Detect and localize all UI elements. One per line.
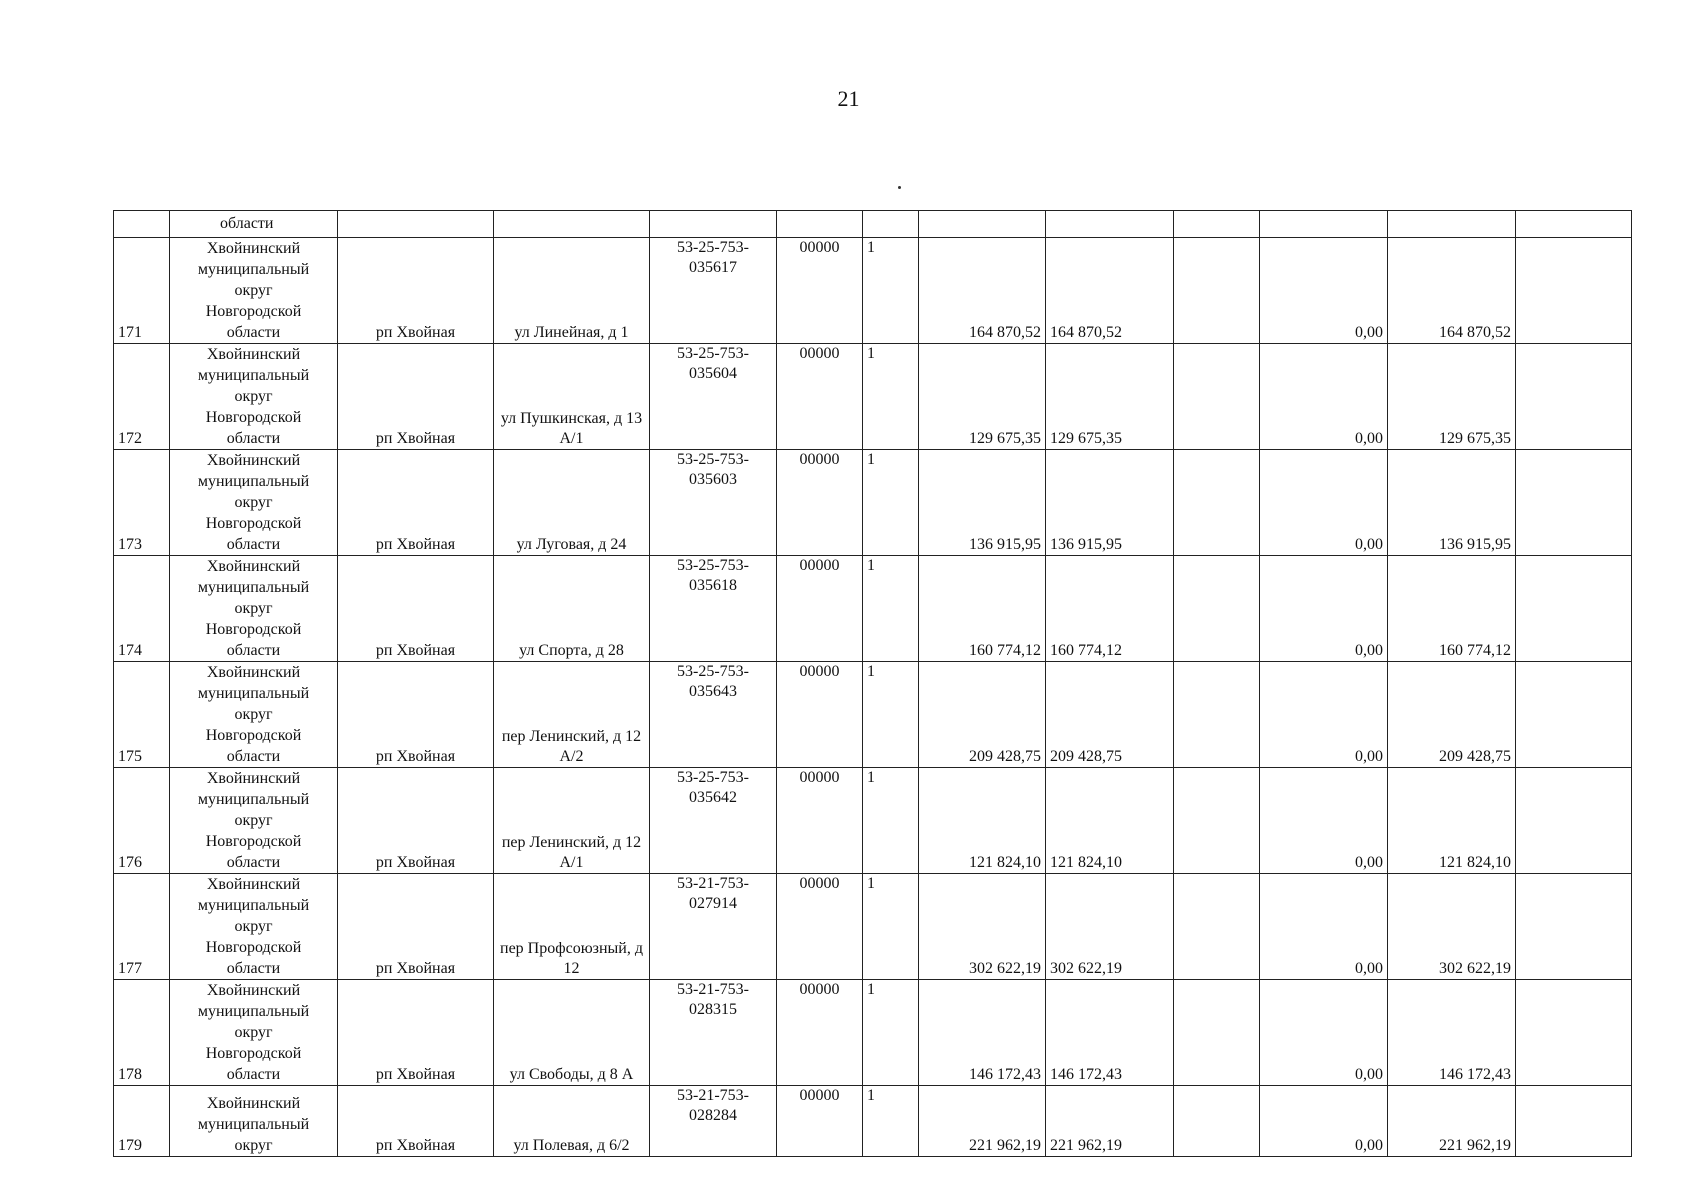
table-row <box>114 238 1632 344</box>
code-suffix-cell: 00000 <box>777 980 863 1086</box>
cadastral-code-cell: 53-25-753-035603 <box>650 450 777 556</box>
municipality-line: Хвойнинский <box>206 558 301 575</box>
row-number: 178 <box>114 980 170 1086</box>
amount-total-cell: 302 622,19 <box>1388 874 1516 980</box>
amount-total-cell: 129 675,35 <box>1388 344 1516 450</box>
amount-zero-cell: 0,00 <box>1260 874 1388 980</box>
code-suffix-cell: 00000 <box>777 662 863 768</box>
empty-cell <box>1174 662 1260 768</box>
settlement-cell: рп Хвойная <box>338 768 494 874</box>
municipality-line: Хвойнинский <box>206 346 301 363</box>
amount-cell: 136 915,95 <box>1046 450 1174 556</box>
code-suffix-cell: 00000 <box>777 556 863 662</box>
municipality-line: округ <box>234 812 273 829</box>
address-cell: ул Линейная, д 1 <box>494 238 650 344</box>
cadastral-code-cell: 53-25-753-035604 <box>650 344 777 450</box>
count-cell: 1 <box>863 238 919 344</box>
empty-cell <box>1174 1086 1260 1157</box>
municipality-line: области <box>226 324 281 341</box>
table-row <box>114 768 1632 874</box>
address-cell: ул Спорта, д 28 <box>494 556 650 662</box>
municipality-line: округ <box>234 388 273 405</box>
municipality-line: области <box>226 854 281 871</box>
empty-cell <box>1516 980 1632 1086</box>
cadastral-code-cell: 53-25-753-035642 <box>650 768 777 874</box>
municipality-line: муниципальный <box>197 261 310 278</box>
settlement-cell: рп Хвойная <box>338 662 494 768</box>
settlement-cell: рп Хвойная <box>338 238 494 344</box>
municipality-line: области <box>226 642 281 659</box>
continuation-row <box>114 211 1632 238</box>
amount-cell: 121 824,10 <box>919 768 1046 874</box>
empty-cell <box>1174 238 1260 344</box>
empty-cell <box>1174 768 1260 874</box>
empty-cell <box>1174 344 1260 450</box>
municipality-line: Новгородской <box>205 833 302 850</box>
row-number: 171 <box>114 238 170 344</box>
amount-total-cell: 209 428,75 <box>1388 662 1516 768</box>
cadastral-code-cell: 53-21-753-027914 <box>650 874 777 980</box>
amount-zero-cell: 0,00 <box>1260 556 1388 662</box>
municipality-cell <box>170 1086 338 1157</box>
code-suffix-cell: 00000 <box>777 344 863 450</box>
amount-total-cell: 164 870,52 <box>1388 238 1516 344</box>
settlement-cell: рп Хвойная <box>338 450 494 556</box>
municipality-line: Хвойнинский <box>206 452 301 469</box>
municipality-cell <box>170 238 338 344</box>
municipality-cell <box>170 980 338 1086</box>
municipality-line: Хвойнинский <box>206 982 301 999</box>
empty-cell <box>1516 1086 1632 1157</box>
amount-zero-cell: 0,00 <box>1260 238 1388 344</box>
amount-cell: 160 774,12 <box>919 556 1046 662</box>
count-cell: 1 <box>863 768 919 874</box>
row-number: 173 <box>114 450 170 556</box>
empty-cell <box>1174 980 1260 1086</box>
municipality-line: округ <box>234 282 273 299</box>
municipality-line: Новгородской <box>205 1045 302 1062</box>
continuation-label: области <box>170 211 338 238</box>
code-suffix-cell: 00000 <box>777 1086 863 1157</box>
municipality-line: муниципальный <box>197 791 310 808</box>
cadastral-code-cell: 53-21-753-028315 <box>650 980 777 1086</box>
amount-cell: 302 622,19 <box>919 874 1046 980</box>
empty-cell <box>1174 556 1260 662</box>
code-suffix-cell: 00000 <box>777 238 863 344</box>
municipality-line: Хвойнинский <box>206 1095 301 1112</box>
empty-cell <box>1516 874 1632 980</box>
settlement-cell: рп Хвойная <box>338 1086 494 1157</box>
municipality-line: округ <box>234 600 273 617</box>
municipality-line: округ <box>234 1137 273 1154</box>
municipality-cell <box>170 556 338 662</box>
municipality-line: Новгородской <box>205 515 302 532</box>
row-number: 176 <box>114 768 170 874</box>
cell-empty <box>114 211 170 238</box>
municipality-line: Новгородской <box>205 727 302 744</box>
row-number: 172 <box>114 344 170 450</box>
empty-cell <box>1516 662 1632 768</box>
municipality-line: муниципальный <box>197 685 310 702</box>
table-row <box>114 662 1632 768</box>
municipality-cell <box>170 662 338 768</box>
address-cell: ул Пушкинская, д 13 А/1 <box>494 344 650 450</box>
municipality-line: муниципальный <box>197 1116 310 1133</box>
table-row <box>114 344 1632 450</box>
amount-cell: 146 172,43 <box>919 980 1046 1086</box>
settlement-cell: рп Хвойная <box>338 344 494 450</box>
table-row <box>114 450 1632 556</box>
municipality-line: муниципальный <box>197 473 310 490</box>
municipality-line: округ <box>234 918 273 935</box>
municipality-line: округ <box>234 1024 273 1041</box>
table-row <box>114 1086 1632 1157</box>
empty-cell <box>1174 450 1260 556</box>
municipality-line: области <box>226 960 281 977</box>
municipality-line: муниципальный <box>197 579 310 596</box>
scan-artifact-dot <box>898 186 901 189</box>
amount-cell: 221 962,19 <box>919 1086 1046 1157</box>
amount-cell: 146 172,43 <box>1046 980 1174 1086</box>
amount-cell: 221 962,19 <box>1046 1086 1174 1157</box>
amount-zero-cell: 0,00 <box>1260 768 1388 874</box>
count-cell: 1 <box>863 450 919 556</box>
code-suffix-cell: 00000 <box>777 768 863 874</box>
count-cell: 1 <box>863 662 919 768</box>
amount-zero-cell: 0,00 <box>1260 344 1388 450</box>
municipality-line: Хвойнинский <box>206 664 301 681</box>
count-cell: 1 <box>863 1086 919 1157</box>
municipality-line: муниципальный <box>197 897 310 914</box>
municipality-cell <box>170 344 338 450</box>
cadastral-code-cell: 53-25-753-035643 <box>650 662 777 768</box>
municipality-line: Новгородской <box>205 621 302 638</box>
municipality-line: муниципальный <box>197 1003 310 1020</box>
empty-cell <box>1516 238 1632 344</box>
address-cell: пер Ленинский, д 12 А/1 <box>494 768 650 874</box>
address-cell: ул Луговая, д 24 <box>494 450 650 556</box>
address-cell: пер Профсоюзный, д 12 <box>494 874 650 980</box>
amount-cell: 129 675,35 <box>1046 344 1174 450</box>
table-row <box>114 556 1632 662</box>
code-suffix-cell: 00000 <box>777 874 863 980</box>
municipality-cell <box>170 768 338 874</box>
cadastral-code-cell: 53-25-753-035617 <box>650 238 777 344</box>
amount-zero-cell: 0,00 <box>1260 662 1388 768</box>
row-number: 175 <box>114 662 170 768</box>
amount-total-cell: 160 774,12 <box>1388 556 1516 662</box>
empty-cell <box>1174 874 1260 980</box>
page-number: 21 <box>837 86 860 111</box>
table-body <box>114 211 1632 1157</box>
settlement-cell: рп Хвойная <box>338 874 494 980</box>
amount-cell: 209 428,75 <box>919 662 1046 768</box>
municipality-line: области <box>226 536 281 553</box>
row-number: 177 <box>114 874 170 980</box>
count-cell: 1 <box>863 556 919 662</box>
amount-cell: 209 428,75 <box>1046 662 1174 768</box>
count-cell: 1 <box>863 874 919 980</box>
amount-total-cell: 121 824,10 <box>1388 768 1516 874</box>
count-cell: 1 <box>863 980 919 1086</box>
amount-total-cell: 136 915,95 <box>1388 450 1516 556</box>
amount-zero-cell: 0,00 <box>1260 980 1388 1086</box>
municipality-cell <box>170 874 338 980</box>
row-number: 174 <box>114 556 170 662</box>
municipality-line: области <box>226 748 281 765</box>
settlement-cell: рп Хвойная <box>338 980 494 1086</box>
amount-total-cell: 221 962,19 <box>1388 1086 1516 1157</box>
address-cell: ул Свободы, д 8 А <box>494 980 650 1086</box>
municipality-cell <box>170 450 338 556</box>
municipality-line: округ <box>234 706 273 723</box>
amount-cell: 129 675,35 <box>919 344 1046 450</box>
amount-cell: 121 824,10 <box>1046 768 1174 874</box>
municipality-line: Хвойнинский <box>206 240 301 257</box>
row-number: 179 <box>114 1086 170 1157</box>
municipality-line: области <box>226 430 281 447</box>
address-cell: пер Ленинский, д 12 А/2 <box>494 662 650 768</box>
amount-zero-cell: 0,00 <box>1260 1086 1388 1157</box>
empty-cell <box>1516 344 1632 450</box>
municipality-line: Хвойнинский <box>206 876 301 893</box>
table-row <box>114 980 1632 1086</box>
amount-cell: 164 870,52 <box>919 238 1046 344</box>
empty-cell <box>1516 768 1632 874</box>
amount-cell: 160 774,12 <box>1046 556 1174 662</box>
amount-cell: 164 870,52 <box>1046 238 1174 344</box>
registry-table <box>113 210 1632 1157</box>
amount-cell: 136 915,95 <box>919 450 1046 556</box>
address-cell: ул Полевая, д 6/2 <box>494 1086 650 1157</box>
municipality-line: Новгородской <box>205 409 302 426</box>
amount-zero-cell: 0,00 <box>1260 450 1388 556</box>
amount-cell: 302 622,19 <box>1046 874 1174 980</box>
municipality-line: округ <box>234 494 273 511</box>
municipality-line: Хвойнинский <box>206 770 301 787</box>
municipality-line: Новгородской <box>205 939 302 956</box>
table-row <box>114 874 1632 980</box>
settlement-cell: рп Хвойная <box>338 556 494 662</box>
empty-cell <box>1516 556 1632 662</box>
municipality-line: муниципальный <box>197 367 310 384</box>
municipality-line: области <box>226 1066 281 1083</box>
amount-total-cell: 146 172,43 <box>1388 980 1516 1086</box>
cadastral-code-cell: 53-25-753-035618 <box>650 556 777 662</box>
municipality-line: Новгородской <box>205 303 302 320</box>
empty-cell <box>1516 450 1632 556</box>
cadastral-code-cell: 53-21-753-028284 <box>650 1086 777 1157</box>
count-cell: 1 <box>863 344 919 450</box>
code-suffix-cell: 00000 <box>777 450 863 556</box>
